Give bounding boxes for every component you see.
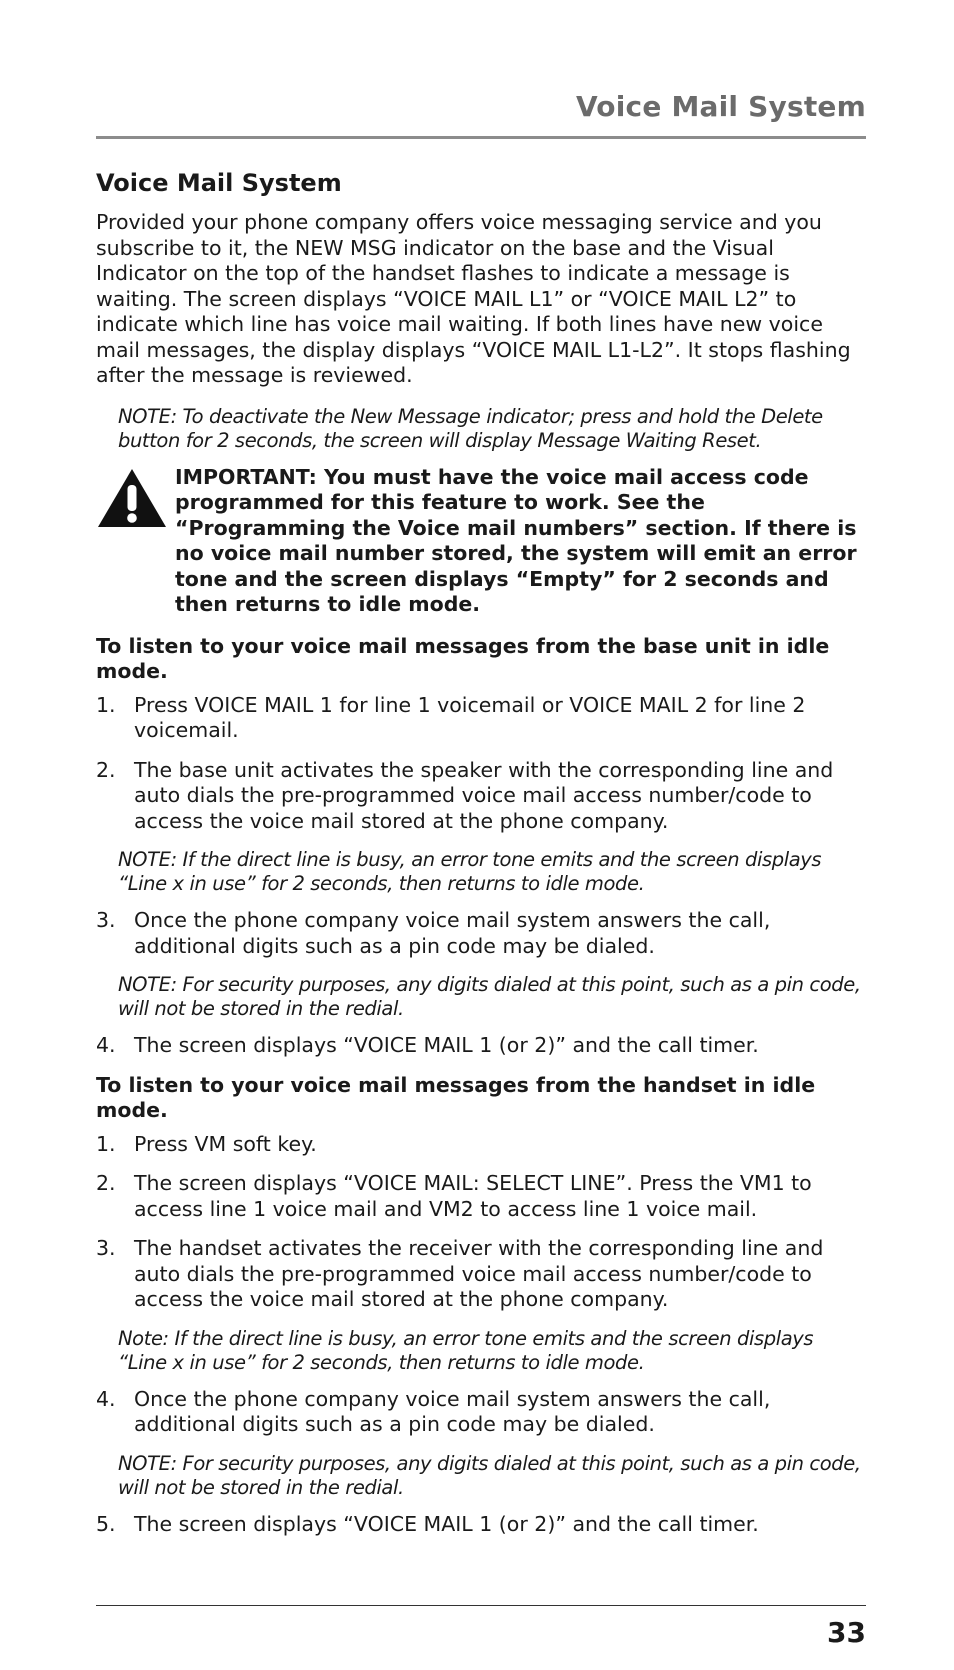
note-deactivate: NOTE: To deactivate the New Message indicator; press and hold the Delete button for 2 seconds, the screen will display Message Waiting Reset. [118,404,823,452]
note-security: NOTE: For security purposes, any digits dialed at this point, such as a pin code, will not be stored in the redial. [118,973,861,1020]
step-text: Once the phone company voice mail system answers the call, additional digits such as a pin code may be dialed. [134,1386,771,1436]
list-item [96,1171,866,1222]
step-number: 3. [96,908,116,932]
note-security: NOTE: For security purposes, any digits dialed at this point, such as a pin code, will not be stored in the redial. [118,1451,861,1499]
list-item [96,693,866,744]
list-item [96,1387,866,1438]
step-number: 5. [96,1511,116,1536]
running-header: Voice Mail System [575,90,866,123]
step-number: 1. [96,1131,116,1156]
section-title: Voice Mail System [96,169,342,197]
important-callout [96,465,866,618]
page-content [96,168,866,1551]
list-item [96,1132,866,1158]
step-text: The screen displays “VOICE MAIL: SELECT LINE”. Press the VM1 to access line 1 voice mail and VM2 to access line 1 voice mail. [134,1171,812,1221]
base-unit-heading: To listen to your voice mail messages from the base unit in idle mode. [96,633,830,683]
important-text: IMPORTANT: You must have the voice mail access code programmed for this feature to work. See the “Programming the Voice mail numbers” section. If there is no voice mail number stored, the system will emit an error tone and the screen displays “Empty” for 2 seconds and then returns to idle mode. [175,464,857,616]
note-line-busy: Note: If the direct line is busy, an error tone emits and the screen displays “Line x in use” for 2 seconds, then returns to idle mode. [118,1326,814,1374]
step-text: The handset activates the receiver with the corresponding line and auto dials the pre-programmed voice mail access number/code to access the voice mail stored at the phone company. [134,1236,824,1311]
step-number: 4. [96,1033,116,1057]
step-text: The base unit activates the speaker with the corresponding line and auto dials the pre-programmed voice mail access number/code to access the voice mail stored at the phone company. [134,757,834,833]
intro-paragraph: Provided your phone company offers voice messaging service and you subscribe to it, the NEW MSG indicator on the base and the Visual Indicator on the top of the handset flashes to indicate a message is waiting. The screen displays “VOICE MAIL L1” or “VOICE MAIL L2” to indicate which line has voice mail waiting. If both lines have new voice mail messages, the display displays “VOICE MAIL L1-L2”. It stops flashing after the message is reviewed. [96,210,851,387]
step-text: Press VM soft key. [134,1131,317,1156]
list-item [96,1236,866,1313]
step-number: 4. [96,1386,116,1411]
manual-page [96,0,866,1670]
step-number: 1. [96,692,116,717]
step-number: 2. [96,757,116,782]
step-text: The screen displays “VOICE MAIL 1 (or 2)” and the call timer. [134,1511,759,1536]
warning-icon [96,467,168,529]
step-text: Press VOICE MAIL 1 for line 1 voicemail or VOICE MAIL 2 for line 2 voicemail. [134,692,806,742]
list-item [96,1033,866,1059]
step-number: 2. [96,1171,116,1195]
step-number: 3. [96,1236,116,1260]
list-item [96,908,866,959]
list-item [96,1512,866,1538]
footer-rule [96,1605,866,1606]
page-number: 33 [827,1616,866,1649]
list-item [96,758,866,835]
step-text: The screen displays “VOICE MAIL 1 (or 2)” and the call timer. [134,1033,759,1057]
note-line-busy: NOTE: If the direct line is busy, an error tone emits and the screen displays “Line x in use” for 2 seconds, then returns to idle mode. [118,848,822,895]
step-text: Once the phone company voice mail system answers the call, additional digits such as a pin code may be dialed. [134,908,771,958]
handset-heading: To listen to your voice mail messages from the handset in idle mode. [96,1072,816,1122]
header-rule [96,136,866,139]
